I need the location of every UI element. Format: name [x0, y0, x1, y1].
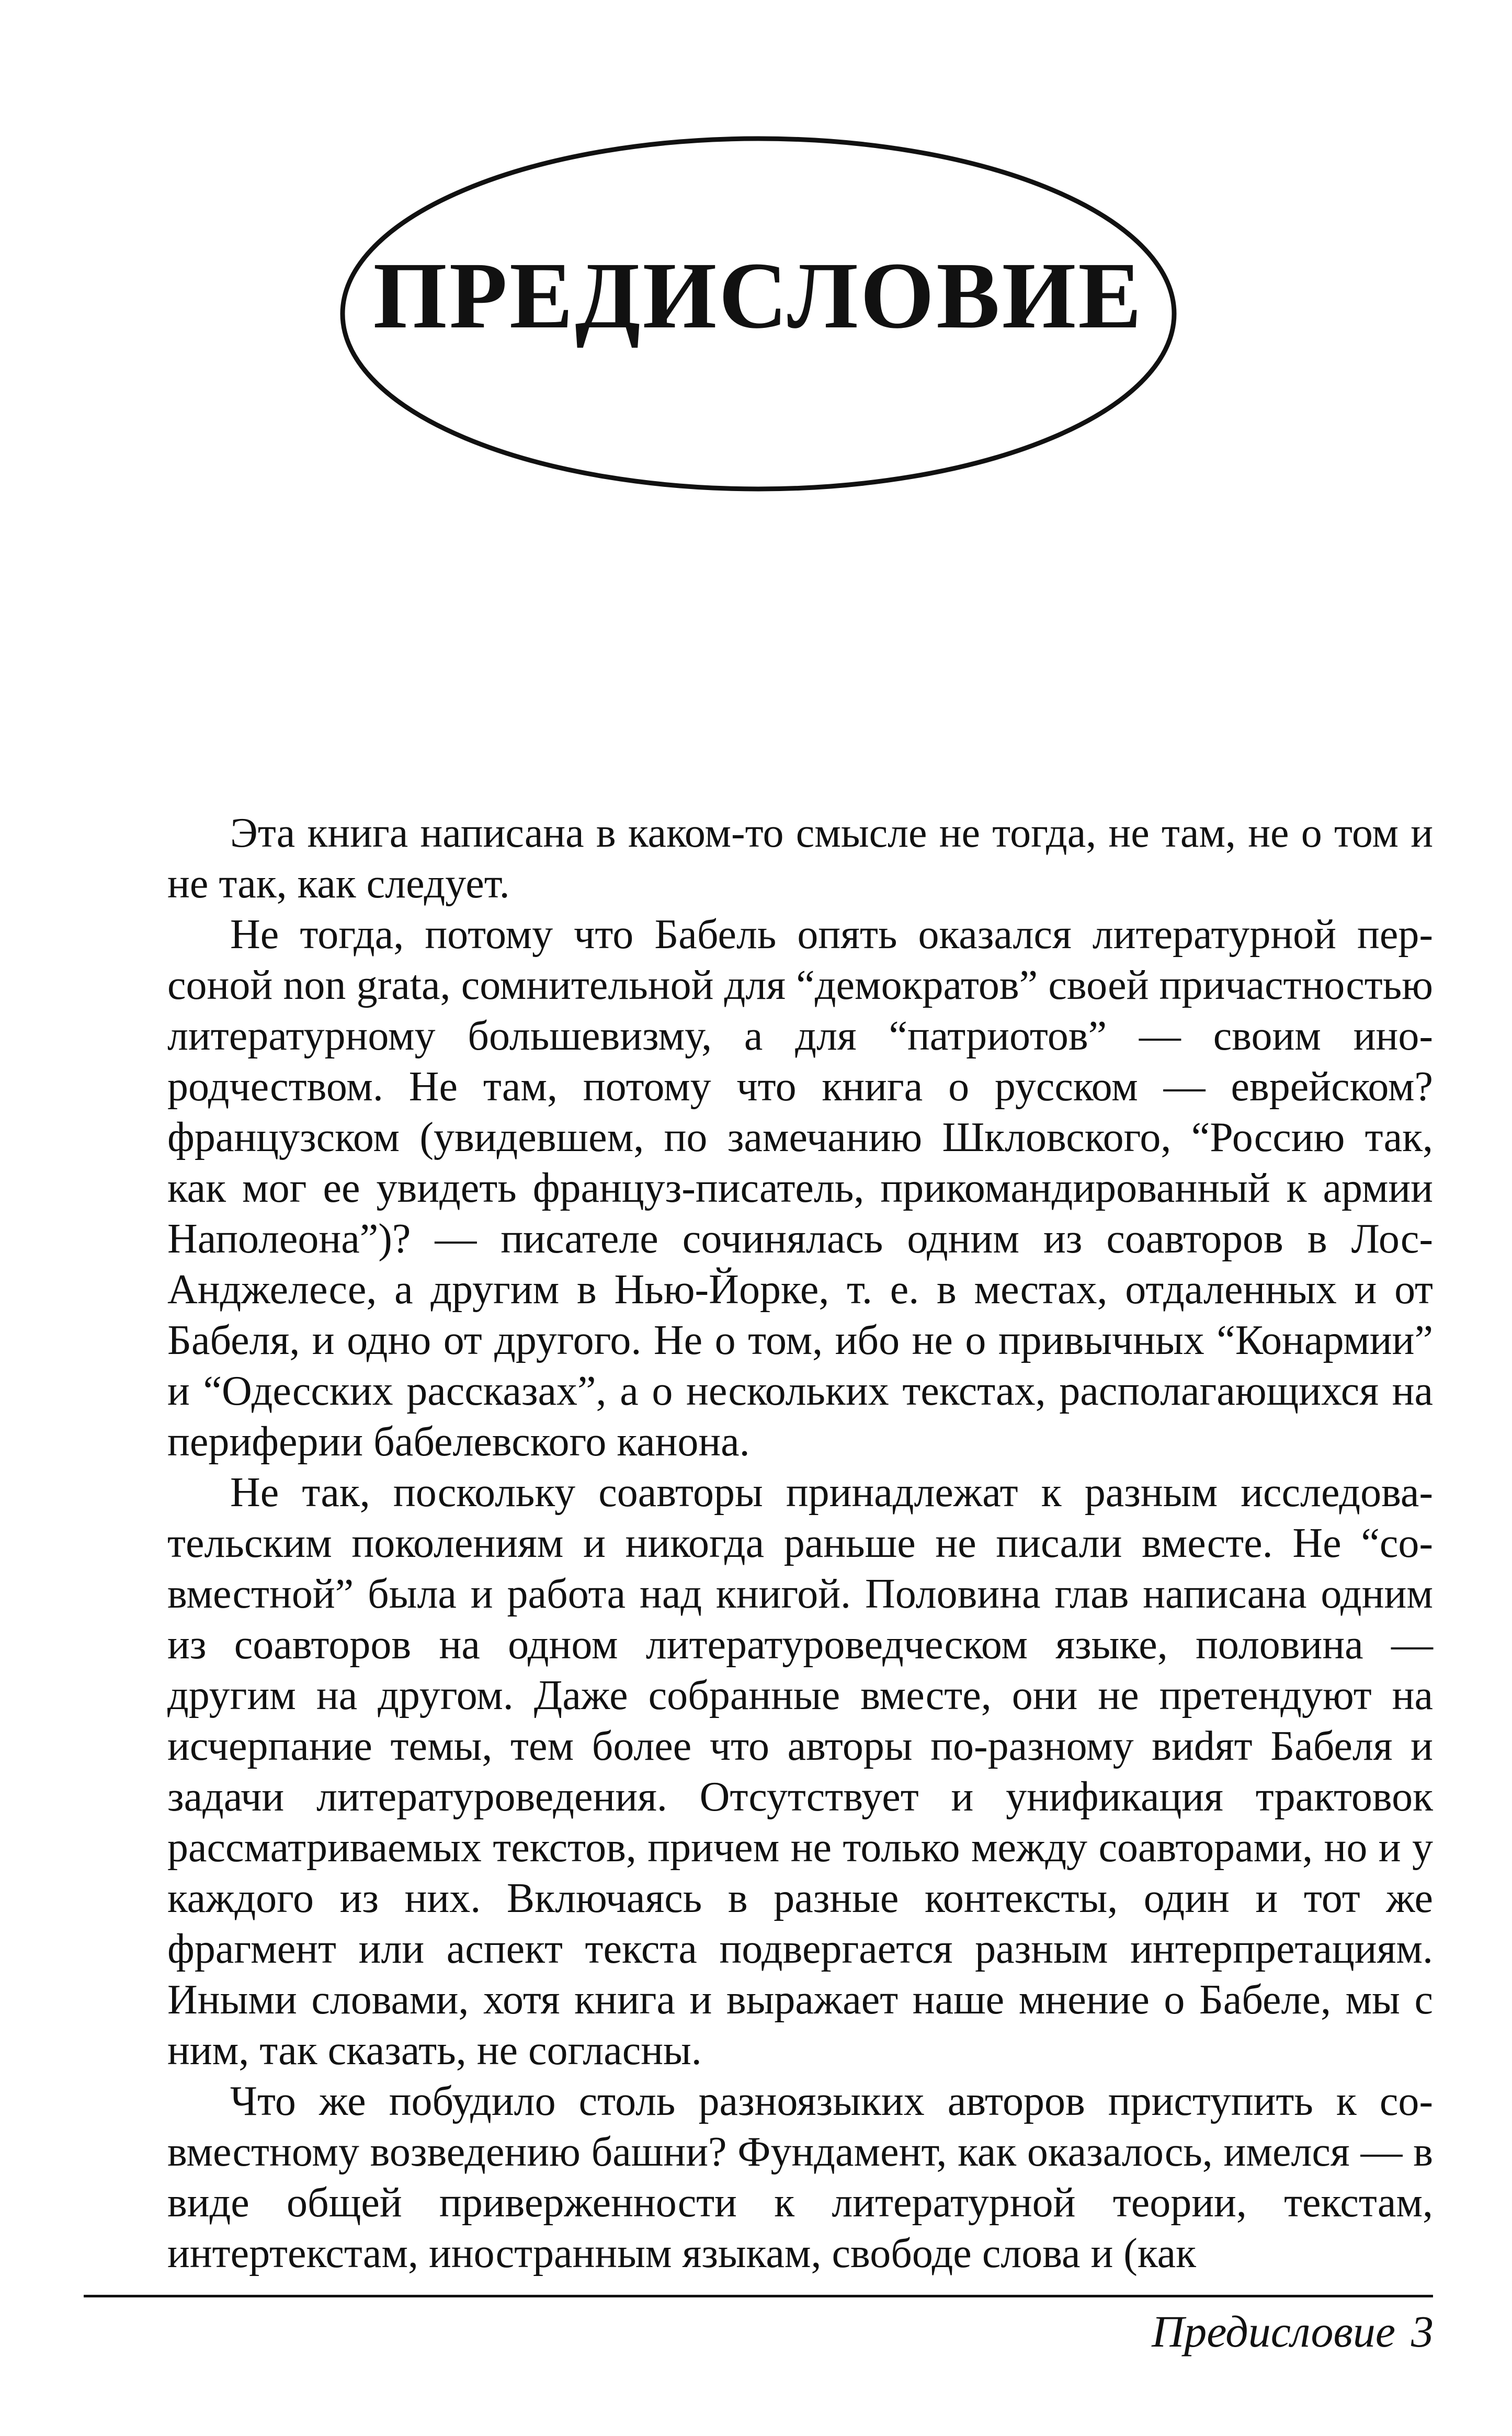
paragraph-1: Эта книга написана в каком-то смысле не тогда, не там, не о том и не так, как следует. — [167, 810, 1433, 907]
paragraph-4: Что же побудило столь разноязыких авторов приступить к совместному возведению башни? Фундамент, как оказалось, имелся — в виде общей приверженности к литературной теории, текстам, интертекстам, иностранным языкам, свободе слова и (как — [167, 2078, 1433, 2276]
running-title: Предисловие — [1152, 2306, 1395, 2357]
chapter-title-oval — [335, 131, 1182, 497]
paragraph-3: Не так, поскольку соавторы принадлежат к разным исследовательским поколениям и никогда раньше не писали вместе. Не “совместной” была и работа над книгой. Половина глав написана одним из соавторов на одном литературоведческом языке, половина — другим на другом. Даже собранные вместе, они не претендуют на исчерпание темы, тем более что авторы по-разному виdят Бабеля и задачи литературоведения. Отсутствует и унификация трактовок рассматриваемых текстов, причем не только между соавторами, но и у каждого из них. Включаясь в разные контексты, один и тот же фрагмент или аспект текста подвергается разным интерпретациям. Иными словами, хотя книга и выражает наше мнение о Бабеле, мы с ним, так сказать, не согласны. — [167, 1470, 1433, 2074]
paragraph-2: Не тогда, потому что Бабель опять оказался литературной персоной non grata, сомнительной для “демократов” своей причастностью литературному большевизму, а для “патриотов” — своим инородчеством. Не там, потому что книга о русском — еврейском? французском (увидевшем, по замечанию Шкловского, “Россию так, как мог ее увидеть француз-писатель, прикомандированный к армии Наполеона”)? — писателе сочинялась одним из соавторов в Лос-Анджелесе, а другим в Нью-Йорке, т. е. в местах, отдаленных и от Бабеля, и одно от другого. Не о том, ибо не о привычных “Конармии” и “Одесских рассказах”, а о нескольких текстах, располагающихся на периферии бабелевского канона. — [167, 912, 1433, 1465]
footer-rule — [84, 2295, 1433, 2297]
body-text — [167, 808, 1433, 2279]
page-number: 3 — [1411, 2306, 1434, 2357]
page-footer — [1152, 2306, 1434, 2357]
chapter-title: ПРЕДИСЛОВИЕ — [373, 243, 1144, 348]
